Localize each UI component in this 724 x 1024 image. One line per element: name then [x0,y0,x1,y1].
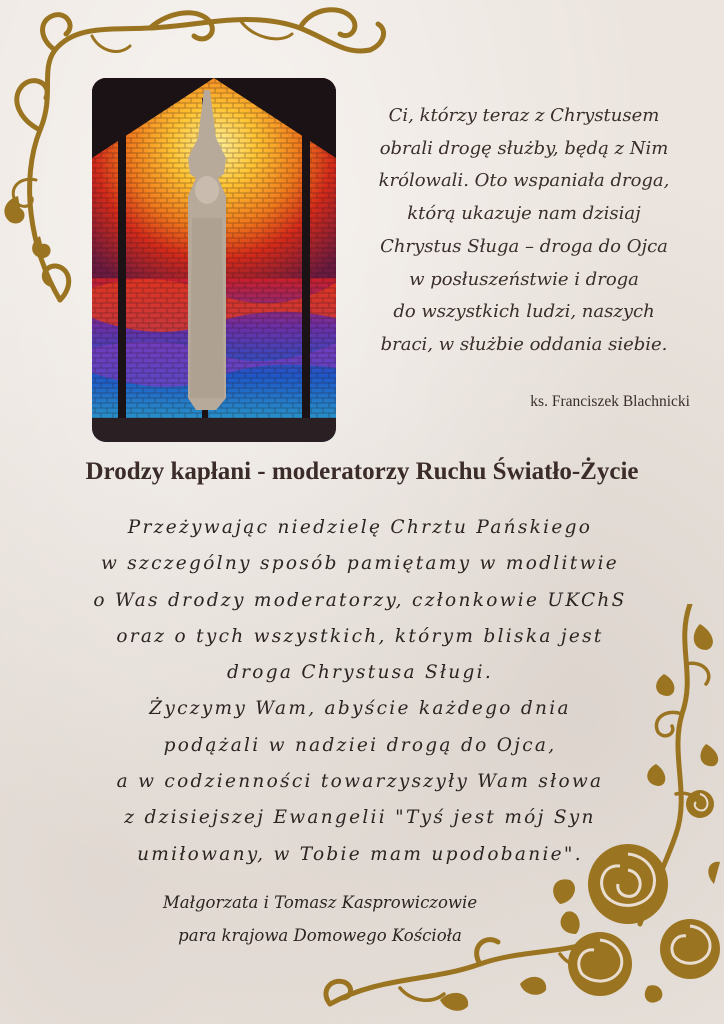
greeting-line: umiłowany, w Tobie mam upodobanie". [137,843,583,865]
signature-line: Małgorzata i Tomasz Kasprowiczowie [162,893,478,912]
quote-author: ks. Franciszek Blachnicki [530,393,690,410]
signature-line: para krajowa Domowego Kościoła [178,926,462,945]
quote-line: Chrystus Sługa – droga do Ojca [380,235,668,257]
greeting-line: Przeżywając niedzielę Chrztu Pańskiego [127,517,593,538]
quote-line: do wszystkich ludzi, naszych [393,301,655,323]
greeting-line: w szczególny sposób pamiętamy w modlitwie [100,553,620,575]
quote-line: w posłuszeństwie i droga [409,268,639,290]
page-title: Drodzy kapłani - moderatorzy Ruchu Światło-Życie [85,458,639,485]
greeting-line: oraz o tych wszystkich, którym bliska jest [116,625,604,647]
stained-glass-christ-figure-icon [92,78,336,442]
stained-glass-image [92,78,336,442]
rose-ornament-bottom-right-icon [0,604,724,1024]
greeting-line: z dzisiejszej Ewangelii "Tyś jest mój Syn [124,807,596,829]
greeting-line: Życzymy Wam, abyście każdego dnia [149,698,571,720]
quote-text [356,100,692,362]
quote-line: obrali drogę służby, będą z Nim [379,137,669,159]
quote-line: którą ukazuje nam dzisiaj [407,203,641,225]
greeting-line: o Was drodzy moderatorzy, członkowie UKChS [93,589,627,611]
quote-line: Ci, którzy teraz z Chrystusem [388,105,660,126]
greeting-line: podążali w nadziei drogą do Ojca, [163,734,557,756]
greeting-line: a w codzienności towarzyszyły Wam słowa [116,771,604,793]
greeting-line: droga Chrystusa Sługi. [226,662,493,684]
quote-line: królowali. Oto wspaniała droga, [378,170,670,192]
quote-line: braci, w służbie oddania siebie. [380,333,668,355]
